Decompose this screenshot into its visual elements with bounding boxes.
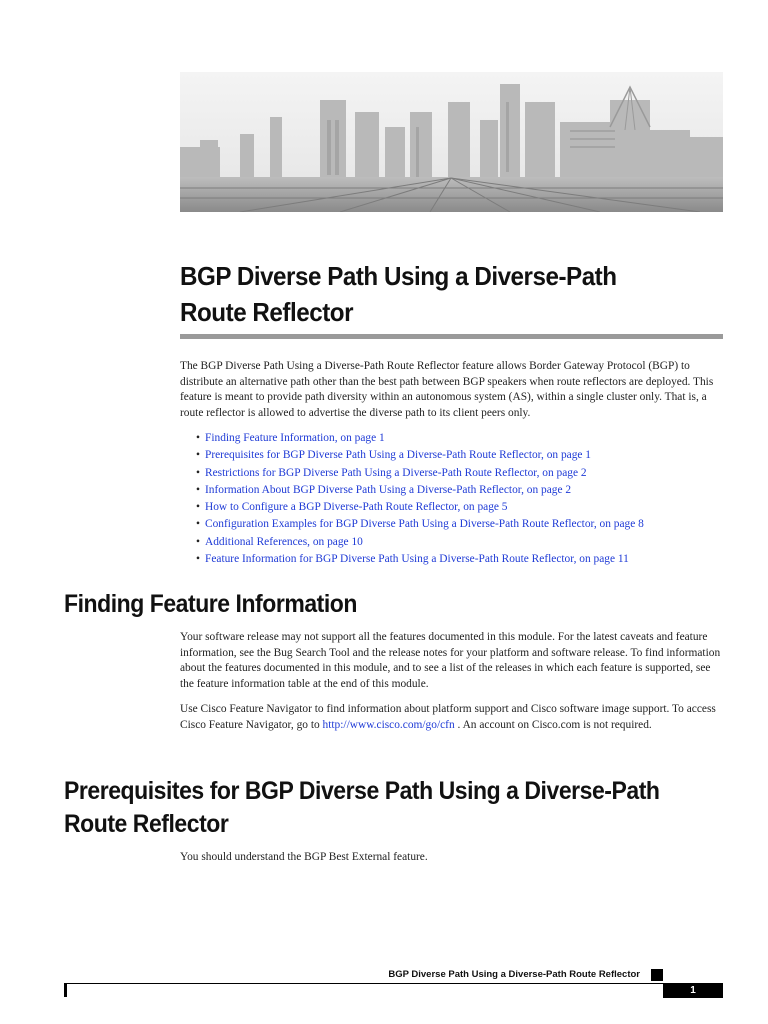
toc-list: [196, 430, 736, 568]
city-skyline-image: [180, 72, 723, 212]
bullet: •: [196, 449, 200, 462]
intro-paragraph: The BGP Diverse Path Using a Diverse-Path Route Reflector feature allows Border Gateway Protocol (BGP) to distribute an alternative path other than the best path between BGP speakers when route reflectors are deployed. This feature is meant to provide path diversity within an autonomous system (AS), within a single cluster only. That is, a route reflector is allowed to advertise the diverse path to its client peers only.: [180, 360, 714, 419]
finding-paragraph-2: [180, 702, 725, 733]
toc-link-finding-feature-information[interactable]: Finding Feature Information, on page 1: [205, 432, 385, 444]
toc-link-how-to-configure[interactable]: How to Configure a BGP Diverse-Path Route Reflector, on page 5: [205, 501, 508, 514]
bullet: •: [196, 432, 200, 444]
title-rule: [180, 334, 723, 339]
bullet: •: [196, 535, 200, 548]
prerequisites-paragraph: You should understand the BGP Best External feature.: [180, 851, 428, 863]
bullet: •: [196, 483, 200, 496]
cisco-feature-navigator-link[interactable]: http://www.cisco.com/go/cfn: [322, 718, 455, 731]
bullet: •: [196, 466, 200, 479]
toc-link-prerequisites[interactable]: Prerequisites for BGP Diverse Path Using a Diverse-Path Route Reflector, on page 1: [205, 449, 592, 462]
toc-item: [196, 447, 736, 464]
toc-item: [196, 499, 736, 516]
toc-item: [196, 430, 736, 447]
toc-link-configuration-examples[interactable]: Configuration Examples for BGP Diverse Path Using a Diverse-Path Route Reflector, on page 8: [205, 518, 644, 531]
toc-link-additional-references[interactable]: Additional References, on page 10: [205, 535, 363, 548]
prerequisites-heading: Prerequisites for BGP Diverse Path Using a Diverse-Path Route Reflector: [64, 777, 660, 838]
toc-link-information-about[interactable]: Information About BGP Diverse Path Using a Diverse-Path Reflector, on page 2: [205, 483, 572, 496]
footer-document-title: BGP Diverse Path Using a Diverse-Path Route Reflector: [388, 969, 640, 980]
document-title: BGP Diverse Path Using a Diverse-Path Route Reflector: [180, 261, 617, 327]
toc-link-feature-information[interactable]: Feature Information for BGP Diverse Path Using a Diverse-Path Route Reflector, on page 11: [205, 553, 629, 566]
toc-item: [196, 516, 736, 533]
toc-item: [196, 482, 736, 499]
footer-tick: [64, 984, 67, 997]
footer-rule: [64, 983, 723, 984]
page-number: 1: [663, 984, 723, 998]
bullet: •: [196, 553, 200, 566]
toc-item: [196, 465, 736, 482]
toc-item: [196, 551, 736, 568]
bullet: •: [196, 518, 200, 531]
header-city-photo: [180, 72, 723, 212]
finding-p2-text-before: Use Cisco Feature Navigator to find information about platform support and Cisco software image support. To access Cisco Feature Navigator, go to: [180, 703, 716, 731]
finding-p2-text-after: . An account on Cisco.com is not required.: [454, 718, 652, 731]
finding-paragraph-1: Your software release may not support all the features documented in this module. For the latest caveats and feature information, see the Bug Search Tool and the release notes for your platform and software release. To find information about the features documented in this module, and to see a list of the releases in which each feature is supported, see the feature information table at the end of this module.: [180, 631, 721, 690]
toc-link-restrictions[interactable]: Restrictions for BGP Diverse Path Using a Diverse-Path Route Reflector, on page 2: [205, 466, 587, 479]
finding-feature-heading: Finding Feature Information: [64, 590, 357, 618]
footer-marker: [651, 969, 663, 981]
bullet: •: [196, 501, 200, 514]
toc-item: [196, 534, 736, 551]
